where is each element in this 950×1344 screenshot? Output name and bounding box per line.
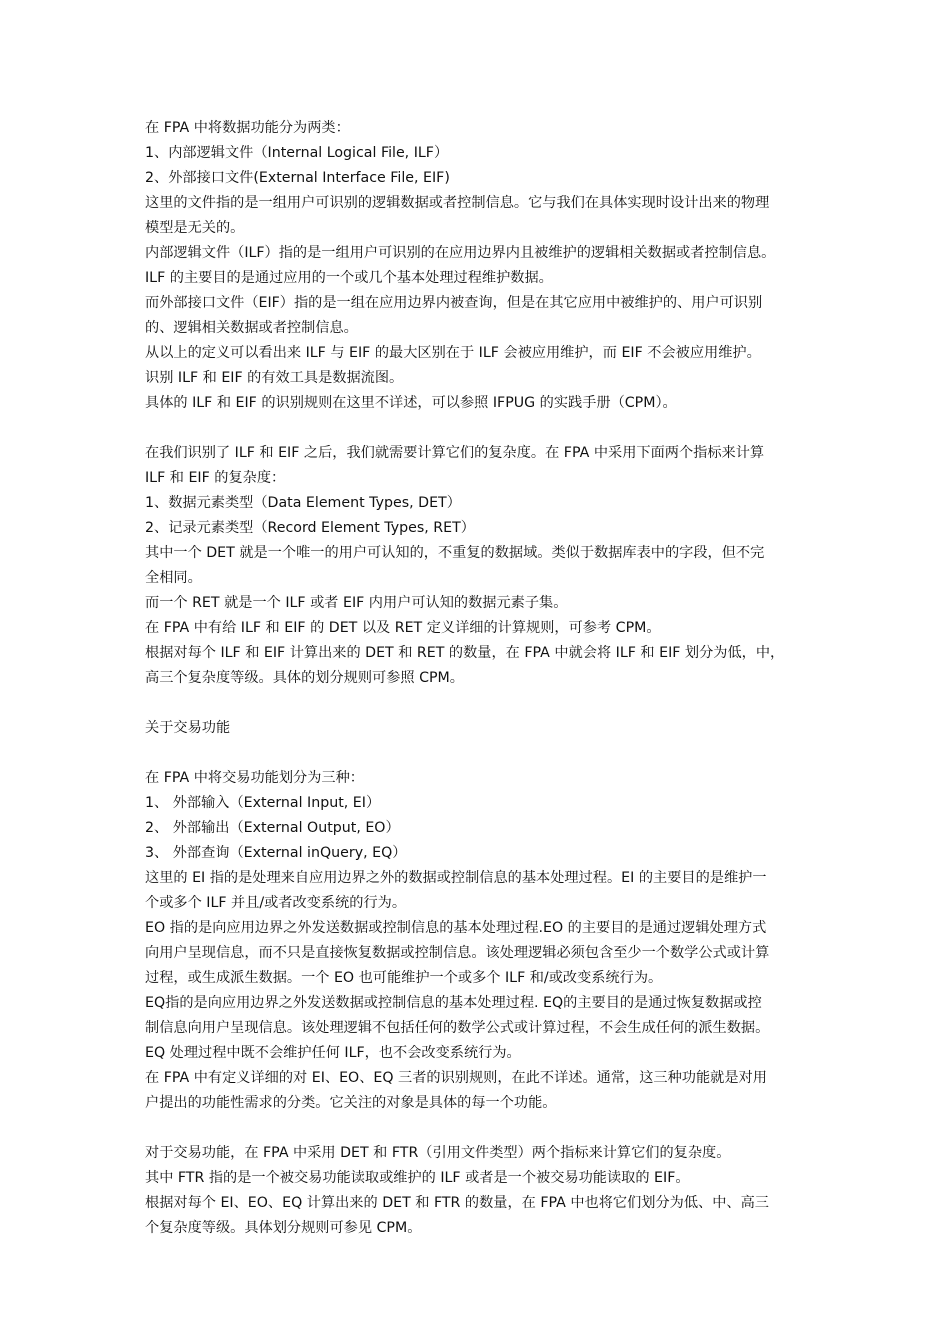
text-line: 2、记录元素类型（Record Element Types, RET） bbox=[145, 520, 475, 536]
text-line: 户提出的功能性需求的分类。它关注的对象是具体的每一个功能。 bbox=[145, 1095, 557, 1111]
blank-line bbox=[145, 691, 810, 716]
text-line: 高三个复杂度等级。具体的划分规则可参照 CPM。 bbox=[145, 670, 464, 686]
text-line: 关于交易功能 bbox=[145, 720, 231, 736]
text-line: 其中一个 DET 就是一个唯一的用户可认知的，不重复的数据域。类似于数据库表中的字段，但不完 bbox=[145, 545, 765, 561]
text-line: 其中 FTR 指的是一个被交易功能读取或维护的 ILF 或者是一个被交易功能读取的 EIF。 bbox=[145, 1170, 690, 1186]
text-line: 这里的 EI 指的是处理来自应用边界之外的数据或控制信息的基本处理过程。EI 的主要目的是维护一 bbox=[145, 870, 767, 886]
text-line: 制信息向用户呈现信息。该处理逻辑不包括任何的数学公式或计算过程，不会生成任何的派生数据。 bbox=[145, 1020, 770, 1036]
text-line: 个复杂度等级。具体划分规则可参见 CPM。 bbox=[145, 1220, 422, 1236]
text-line: EO 指的是向应用边界之外发送数据或控制信息的基本处理过程.EO 的主要目的是通过逻辑处理方式 bbox=[145, 920, 767, 936]
text-line: 2、外部接口文件(External Interface File, EIF) bbox=[145, 170, 450, 186]
text-line: 这里的文件指的是一组用户可识别的逻辑数据或者控制信息。它与我们在具体实现时设计出来的物理 bbox=[145, 195, 770, 211]
text-line: 而外部接口文件（EIF）指的是一组在应用边界内被查询，但是在其它应用中被维护的、用户可识别 bbox=[145, 295, 763, 311]
text-line: 在 FPA 中有给 ILF 和 EIF 的 DET 以及 RET 定义详细的计算规则，可参考 CPM。 bbox=[145, 620, 661, 636]
text-line: 模型是无关的。 bbox=[145, 220, 245, 236]
text-line: 3、 外部查询（External inQuery, EQ） bbox=[145, 845, 407, 861]
text-line: 向用户呈现信息，而不只是直接恢复数据或控制信息。该处理逻辑必须包含至少一个数学公式或计算 bbox=[145, 945, 770, 961]
text-line: 具体的 ILF 和 EIF 的识别规则在这里不详述，可以参照 IFPUG 的实践手册（CPM）。 bbox=[145, 395, 677, 411]
text-line: 的、逻辑相关数据或者控制信息。 bbox=[145, 320, 358, 336]
text-line: 2、 外部输出（External Output, EO） bbox=[145, 820, 400, 836]
text-line: 在我们识别了 ILF 和 EIF 之后，我们就需要计算它们的复杂度。在 FPA 中采用下面两个指标来计算 bbox=[145, 445, 765, 461]
text-line: 全相同。 bbox=[145, 570, 202, 586]
text-line: 1、内部逻辑文件（Internal Logical File, ILF） bbox=[145, 145, 449, 161]
text-line: 从以上的定义可以看出来 ILF 与 EIF 的最大区别在于 ILF 会被应用维护，而 EIF 不会被应用维护。 bbox=[145, 345, 761, 361]
text-line: 在 FPA 中将数据功能分为两类： bbox=[145, 120, 350, 136]
text-line: 识别 ILF 和 EIF 的有效工具是数据流图。 bbox=[145, 370, 404, 386]
text-line: 而一个 RET 就是一个 ILF 或者 EIF 内用户可认知的数据元素子集。 bbox=[145, 595, 568, 611]
text-line: ILF 的主要目的是通过应用的一个或几个基本处理过程维护数据。 bbox=[145, 270, 553, 286]
text-line: ILF 和 EIF 的复杂度： bbox=[145, 470, 286, 486]
text-line: 在 FPA 中有定义详细的对 EI、EO、EQ 三者的识别规则，在此不详述。通常，这三种功能就是对用 bbox=[145, 1070, 767, 1086]
blank-line bbox=[145, 416, 810, 441]
text-line: 1、数据元素类型（Data Element Types, DET） bbox=[145, 495, 461, 511]
text-line: EQ指的是向应用边界之外发送数据或控制信息的基本处理过程. EQ的主要目的是通过恢复数据或控 bbox=[145, 995, 762, 1011]
text-line: 根据对每个 EI、EO、EQ 计算出来的 DET 和 FTR 的数量，在 FPA 中也将它们划分为低、中、高三 bbox=[145, 1195, 769, 1211]
blank-line bbox=[145, 741, 810, 766]
text-line: 对于交易功能，在 FPA 中采用 DET 和 FTR（引用文件类型）两个指标来计算它们的复杂度。 bbox=[145, 1145, 731, 1161]
text-line: EQ 处理过程中既不会维护任何 ILF，也不会改变系统行为。 bbox=[145, 1045, 521, 1061]
text-line: 1、 外部输入（External Input, EI） bbox=[145, 795, 381, 811]
text-line: 过程，或生成派生数据。一个 EO 也可能维护一个或多个 ILF 和/或改变系统行为。 bbox=[145, 970, 663, 986]
text-line: 在 FPA 中将交易功能划分为三种： bbox=[145, 770, 364, 786]
document-page bbox=[145, 116, 810, 1241]
text-line: 个或多个 ILF 并且/或者改变系统的行为。 bbox=[145, 895, 407, 911]
text-line: 根据对每个 ILF 和 EIF 计算出来的 DET 和 RET 的数量，在 FPA 中就会将 ILF 和 EIF 划分为低，中， bbox=[145, 645, 785, 661]
blank-line bbox=[145, 1116, 810, 1141]
text-line: 内部逻辑文件（ILF）指的是一组用户可识别的在应用边界内且被维护的逻辑相关数据或者控制信息。 bbox=[145, 245, 776, 261]
